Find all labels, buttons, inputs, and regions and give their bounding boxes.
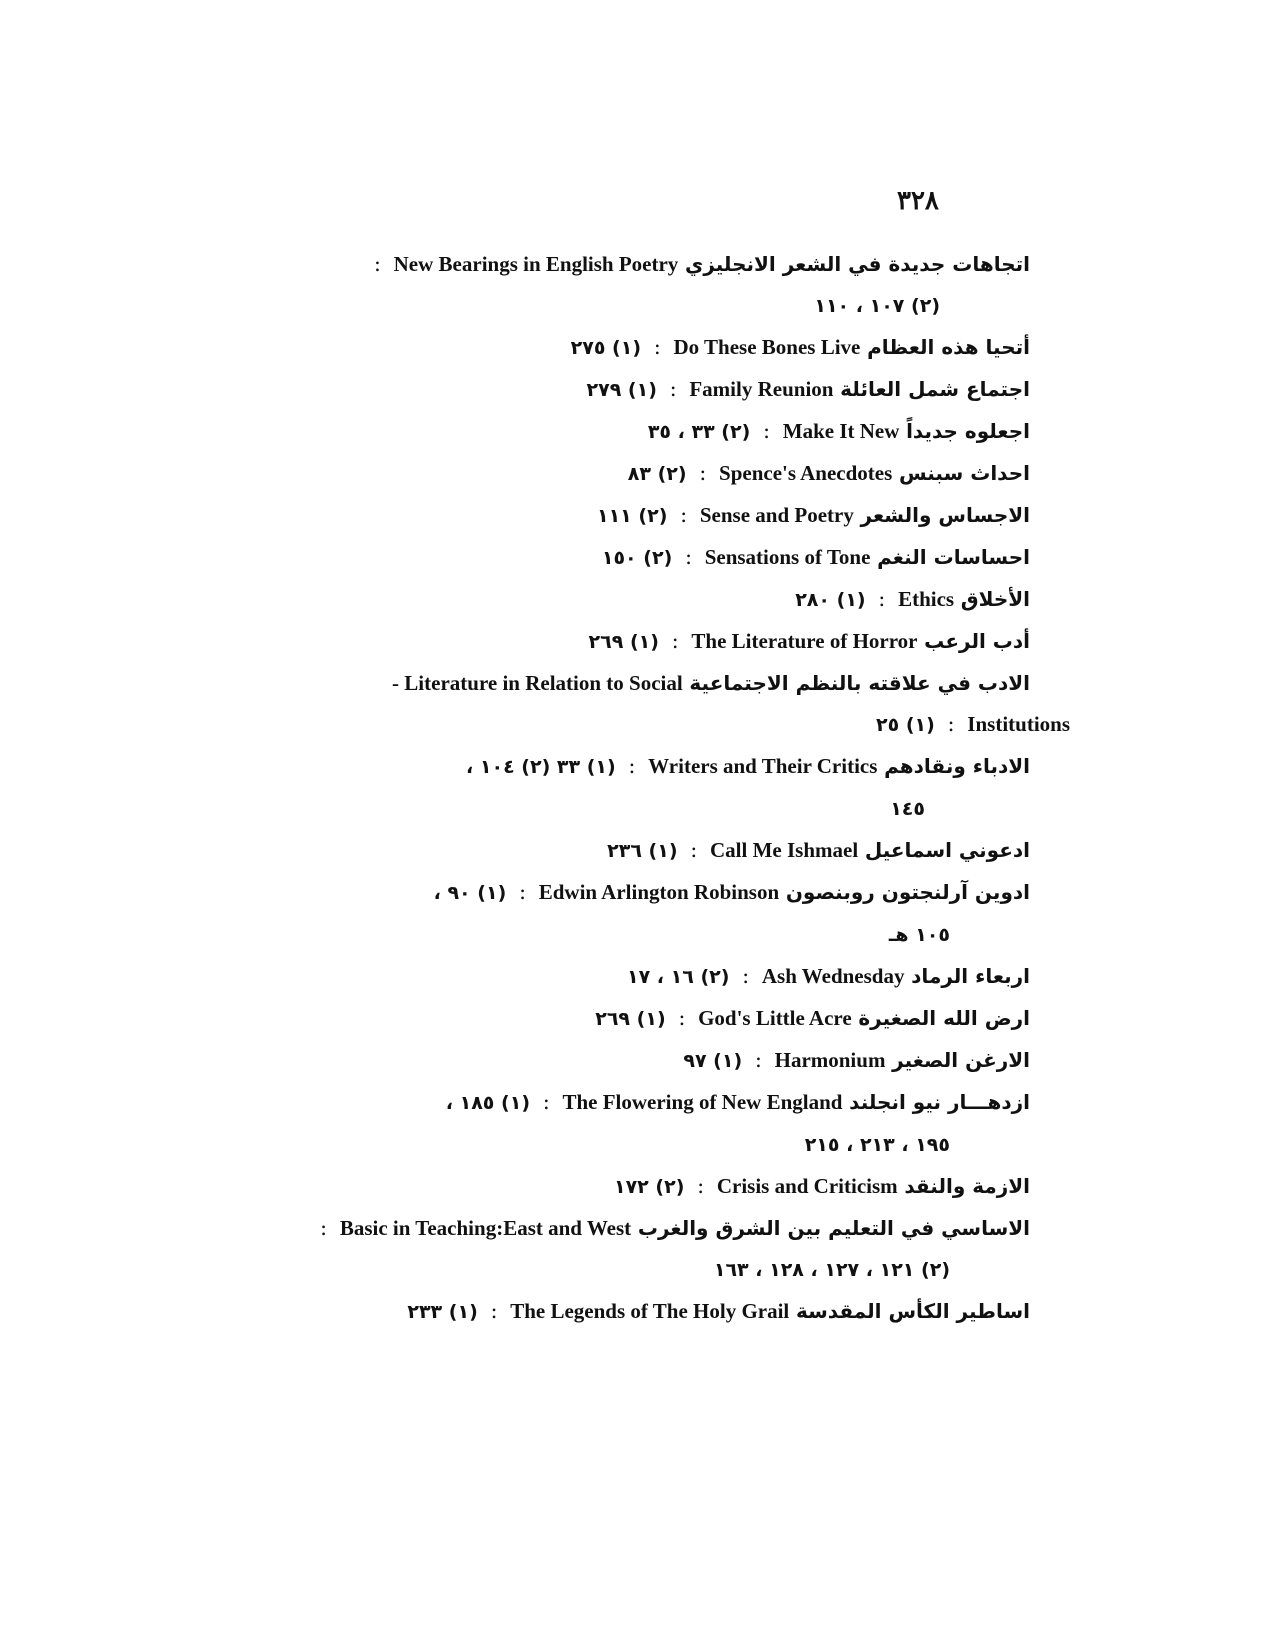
entry-references: (١) ١٨٥ ،: [445, 1092, 530, 1114]
index-entry: الاجساس والشعر Sense and Poetry : (٢) ١١١: [596, 503, 1030, 527]
entry-arabic-title: اجعلوه جديداً: [906, 419, 1030, 443]
entry-arabic-title: ادعوني اسماعيل: [864, 838, 1030, 862]
index-entry: أتحيا هذه العظام Do These Bones Live : (١) ٢٧٥: [570, 335, 1030, 359]
entry-english-title: Sensations of Tone: [704, 545, 871, 569]
entry-references: (٢) ١١١: [596, 505, 668, 527]
index-entry: الأخلاق Ethics : (١) ٢٨٠: [795, 587, 1030, 611]
entry-arabic-title: الاساسي في التعليم بين الشرق والغرب: [637, 1216, 1030, 1240]
index-list: [250, 244, 1070, 1333]
entry-english-title: Call Me Ishmael: [710, 838, 859, 862]
index-entry: اربعاء الرماد Ash Wednesday : (٢) ١٦ ، ١٧: [626, 964, 1030, 988]
index-entry: ارض الله الصغيرة God's Little Acre : (١) ٢٦٩: [595, 1006, 1030, 1030]
entry-arabic-title: اجتماع شمل العائلة: [840, 377, 1030, 401]
index-entry: احداث سبنس Spence's Anecdotes : (٢) ٨٣: [627, 461, 1030, 485]
entry-english-title: Ethics: [898, 587, 955, 611]
page-number: ٣٢٨: [897, 186, 939, 216]
entry-english-title: Edwin Arlington Robinson: [538, 880, 780, 904]
entry-english-title: Harmonium: [774, 1048, 886, 1072]
entry-english-title: The Flowering of New England: [562, 1090, 843, 1114]
entry-arabic-title: اتجاهات جديدة في الشعر الانجليزي: [685, 252, 1030, 276]
entry-references-continued: (٢) ١٢١ ، ١٢٧ ، ١٢٨ ، ١٦٣: [713, 1259, 950, 1281]
entry-english-title: New Bearings in English Poetry: [393, 252, 679, 276]
index-entry: احساسات النغم Sensations of Tone : (٢) ١٥٠: [601, 545, 1030, 569]
entry-arabic-title: اربعاء الرماد: [911, 964, 1030, 988]
entry-english-title: Sense and Poetry: [699, 503, 854, 527]
entry-arabic-title: الاجساس والشعر: [860, 503, 1030, 527]
entry-references: (٢) ١٦ ، ١٧: [626, 966, 730, 988]
entry-arabic-title: احداث سبنس: [898, 461, 1030, 485]
entry-arabic-title: الأخلاق: [960, 587, 1030, 611]
entry-english-title: God's Little Acre: [698, 1006, 852, 1030]
entry-references: (١) ٢٦٩: [588, 631, 659, 653]
index-entry: اتجاهات جديدة في الشعر الانجليزي New Bearings in English Poetry : (٢) ١٠٧ ، ١١٠: [373, 252, 1030, 317]
entry-references: (١) ٣٣ (٢) ١٠٤ ،: [466, 756, 616, 778]
entry-references: (٢) ١٧٢: [613, 1176, 685, 1198]
index-entry: ادوين آرلنجتون روبنصون Edwin Arlington Robinson : (١) ٩٠ ، ١٠٥ هـ: [433, 880, 1030, 946]
entry-english-title: Do These Bones Live: [673, 335, 861, 359]
entry-references: (١) ٢٥: [876, 714, 935, 736]
entry-english-title: Basic in Teaching:East and West: [339, 1216, 632, 1240]
index-entry: الارغن الصغير Harmonium : (١) ٩٧: [683, 1048, 1030, 1072]
entry-arabic-title: الادباء ونقادهم: [884, 754, 1030, 778]
index-entry: ادعوني اسماعيل Call Me Ishmael : (١) ٢٣٦: [607, 838, 1030, 862]
entry-references: (٢) ٨٣: [627, 463, 687, 485]
entry-references-continued: ١٤٥: [890, 798, 925, 820]
entry-english-title: Spence's Anecdotes: [719, 461, 893, 485]
index-entry: أدب الرعب The Literature of Horror : (١) ٢٦٩: [588, 629, 1030, 653]
entry-arabic-title: ادوين آرلنجتون روبنصون: [785, 880, 1030, 904]
entry-arabic-title: احساسات النغم: [877, 545, 1030, 569]
index-entry: الاساسي في التعليم بين الشرق والغرب Basic in Teaching:East and West : (٢) ١٢١ ، ١٢٧ ، ١٢٨ ، ١٦٣: [320, 1216, 1030, 1281]
entry-references: (١) ٢٦٩: [595, 1008, 666, 1030]
entry-english-title: Crisis and Criticism: [716, 1174, 898, 1198]
entry-references-continued: ١٩٥ ، ٢١٣ ، ٢١٥: [804, 1134, 950, 1156]
entry-arabic-title: اساطير الكأس المقدسة: [795, 1299, 1030, 1323]
entry-references: (١) ٩٧: [683, 1050, 743, 1072]
index-entry: الازمة والنقد Crisis and Criticism : (٢) ١٧٢: [613, 1174, 1030, 1198]
entry-arabic-title: الادب في علاقته بالنظم الاجتماعية: [689, 671, 1030, 695]
entry-arabic-title: ارض الله الصغيرة: [858, 1006, 1030, 1030]
entry-references: (١) ٢٨٠: [795, 589, 866, 611]
index-entry: اجعلوه جديداً Make It New : (٢) ٣٣ ، ٣٥: [647, 419, 1030, 443]
entry-english-title: The Literature of Horror: [691, 629, 918, 653]
entry-references: (١) ٢٣٣: [407, 1301, 478, 1323]
entry-english-title-continued: Institutions: [967, 712, 1070, 736]
entry-english-title: Literature in Relation to Social -: [392, 671, 683, 695]
entry-arabic-title: الارغن الصغير: [892, 1048, 1030, 1072]
entry-references: (١) ٢٧٥: [570, 337, 642, 359]
entry-english-title: The Legends of The Holy Grail: [510, 1299, 790, 1323]
entry-arabic-title: الازمة والنقد: [904, 1174, 1030, 1198]
entry-english-title: Ash Wednesday: [761, 964, 905, 988]
entry-english-title: Make It New: [782, 419, 900, 443]
entry-references: (١) ٢٧٩: [586, 379, 657, 401]
index-entry: ازدهـــار نيو انجلند The Flowering of New England : (١) ١٨٥ ، ١٩٥ ، ٢١٣ ، ٢١٥: [445, 1090, 1030, 1156]
entry-english-title: Family Reunion: [689, 377, 834, 401]
entry-english-title: Writers and Their Critics: [648, 754, 878, 778]
entry-references: (٢) ٣٣ ، ٣٥: [647, 421, 751, 443]
entry-arabic-title: ازدهـــار نيو انجلند: [849, 1090, 1030, 1114]
entry-arabic-title: أدب الرعب: [924, 629, 1030, 653]
index-entry: اساطير الكأس المقدسة The Legends of The Holy Grail : (١) ٢٣٣: [407, 1299, 1030, 1323]
entry-references-continued: ١٠٥ هـ: [888, 924, 950, 946]
index-entry: اجتماع شمل العائلة Family Reunion : (١) ٢٧٩: [586, 377, 1030, 401]
entry-references: (١) ٩٠ ،: [433, 882, 507, 904]
index-entry: الادب في علاقته بالنظم الاجتماعية Literature in Relation to Social - Institutions : (١) ٢٥: [392, 671, 1070, 736]
entry-references: (٢) ١٥٠: [601, 547, 673, 569]
entry-references: (٢) ١٠٧ ، ١١٠: [814, 295, 940, 317]
index-entry: الادباء ونقادهم Writers and Their Critics : (١) ٣٣ (٢) ١٠٤ ، ١٤٥: [466, 754, 1030, 820]
entry-references: (١) ٢٣٦: [607, 840, 678, 862]
entry-arabic-title: أتحيا هذه العظام: [867, 335, 1030, 359]
